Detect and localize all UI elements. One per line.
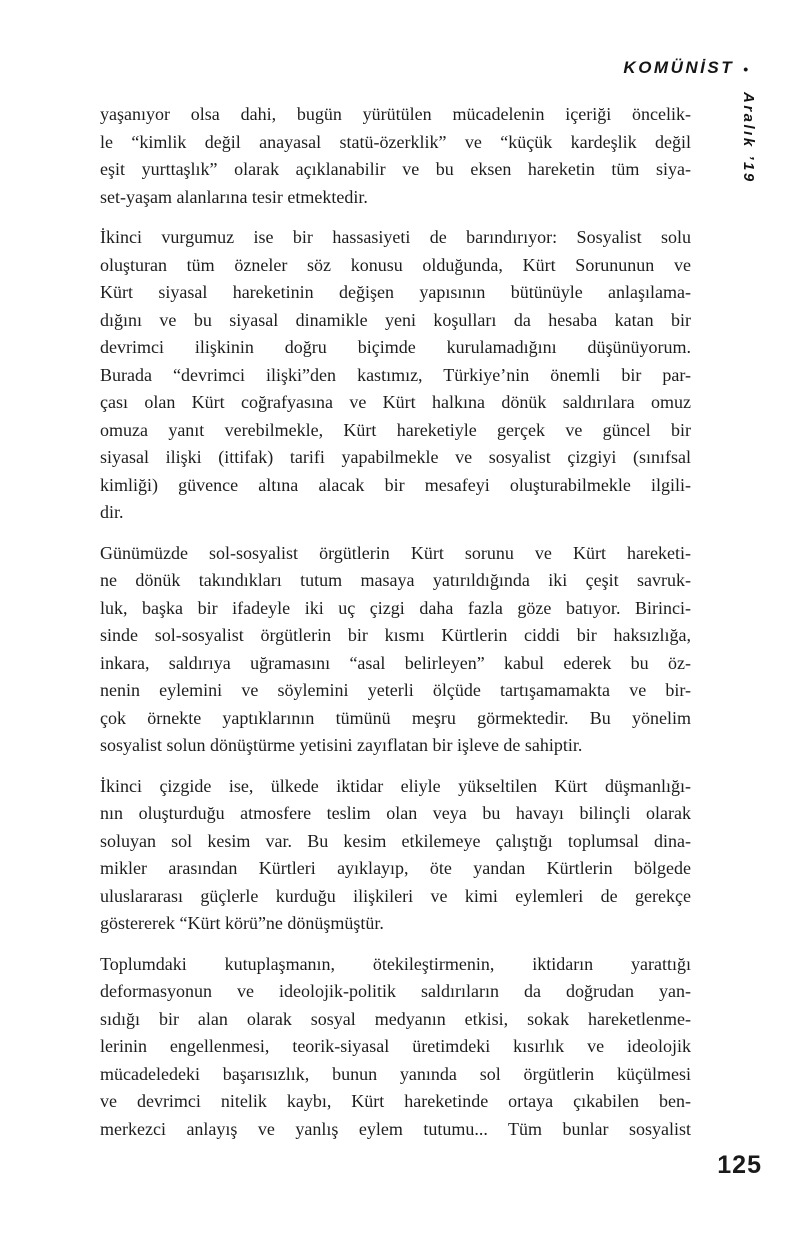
text-line: set-yaşam alanlarına tesir etmektedir. — [100, 186, 368, 207]
text-line: nenin eylemini ve söylemini yeterli ölçüde tartışamamakta ve bir- — [100, 680, 691, 700]
issue-date-vertical: Aralık ’19 — [740, 92, 757, 184]
text-line: dir. — [100, 502, 124, 522]
article-body — [100, 101, 691, 1156]
text-line: sinde sol-sosyalist örgütlerin bir kısmı Kürtlerin ciddi bir haksızlığa, — [100, 625, 691, 645]
paragraph — [100, 101, 691, 211]
text-line: göstererek “Kürt körü”ne dönüşmüştür. — [100, 913, 384, 933]
text-line: yaşanıyor olsa dahi, bugün yürütülen mücadelenin içeriği öncelik- — [100, 104, 691, 124]
text-line: ne dönük takındıkları tutum masaya yatırıldığında iki çeşit savruk- — [100, 570, 691, 590]
text-line: siyasal ilişki (ittifak) tarifi yapabilmekle ve sosyalist çizgiyi (sınıfsal — [100, 447, 691, 467]
text-line: mikler arasından Kürtleri ayıklayıp, öte yandan Kürtlerin bölgede — [100, 858, 691, 878]
text-line: lerinin engellenmesi, teorik-siyasal üretimdeki kısırlık ve ideolojik — [100, 1036, 691, 1056]
text-line: sıdığı bir alan olarak sosyal medyanın etkisi, sokak hareketlenme- — [100, 1008, 691, 1029]
text-line: çası olan Kürt coğrafyasına ve Kürt halkına dönük saldırılara omuz — [100, 392, 691, 412]
text-line: Burada “devrimci ilişki”den kastımız, Türkiye’nin önemli bir par- — [100, 364, 691, 385]
text-line: oluşturan tüm özneler söz konusu olduğunda, Kürt Sorununun ve — [100, 254, 691, 275]
magazine-title: KOMÜNİST — [623, 58, 735, 77]
text-line: Kürt siyasal hareketinin değişen yapısının bütünüyle anlaşılama- — [100, 282, 691, 302]
text-line: dığını ve bu siyasal dinamikle yeni koşulları da hesaba katan bir — [100, 309, 691, 330]
text-line: İkinci çizgide ise, ülkede iktidar eliyle yükseltilen Kürt düşmanlığı- — [100, 775, 691, 796]
text-line: devrimci ilişkinin doğru biçimde kurulamadığını düşünüyorum. — [100, 337, 691, 357]
paragraph — [100, 951, 691, 1144]
text-line: eşit yurttaşlık” olarak açıklanabilir ve bu eksen hareketin tüm siya- — [100, 159, 691, 179]
paragraph — [100, 540, 691, 760]
page-number: 125 — [717, 1151, 762, 1179]
text-line: sosyalist solun dönüştürme yetisini zayıflatan bir işleve de sahiptir. — [100, 735, 583, 755]
text-line: ve devrimci nitelik kaybı, Kürt hareketinde ortaya çıkabilen ben- — [100, 1091, 691, 1111]
text-line: çok örnekte yaptıklarının tümünü meşru görmektedir. Bu yönelim — [100, 707, 691, 728]
paragraph — [100, 773, 691, 938]
paragraph — [100, 224, 691, 527]
text-line: le “kimlik değil anayasal statü-özerklik” ve “küçük kardeşlik değil — [100, 131, 691, 152]
text-line: inkara, saldırıya uğramasını “asal belirleyen” kabul ederek bu öz- — [100, 652, 691, 673]
text-line: deformasyonun ve ideolojik-politik saldırıların da doğrudan yan- — [100, 981, 691, 1001]
text-line: omuza yanıt verebilmekle, Kürt hareketiyle gerçek ve güncel bir — [100, 419, 691, 440]
text-line: uluslararası güçlerle kurduğu ilişkileri ve kimi eylemleri de gerekçe — [100, 885, 691, 906]
text-line: luk, başka bir ifadeyle iki uç çizgi daha fazla göze batıyor. Birinci- — [100, 597, 691, 618]
running-head — [623, 58, 748, 78]
text-line: Günümüzde sol-sosyalist örgütlerin Kürt sorunu ve Kürt hareketi- — [100, 542, 691, 563]
text-line: Toplumdaki kutuplaşmanın, ötekileştirmenin, iktidarın yarattığı — [100, 953, 691, 974]
text-line: nın oluşturduğu atmosfere teslim olan veya bu havayı bilinçli olarak — [100, 803, 691, 823]
text-line: merkezci anlayış ve yanlış eylem tutumu... Tüm bunlar sosyalist — [100, 1118, 691, 1139]
text-line: İkinci vurgumuz ise bir hassasiyeti de barındırıyor: Sosyalist solu — [100, 227, 691, 247]
text-line: mücadeledeki başarısızlık, bunun yanında sol örgütlerin küçülmesi — [100, 1063, 691, 1084]
bullet-icon: • — [743, 61, 748, 77]
text-line: kimliği) güvence altına alacak bir mesafeyi oluşturabilmekle ilgili- — [100, 474, 691, 495]
text-line: soluyan sol kesim var. Bu kesim etkilemeye çalıştığı toplumsal dina- — [100, 830, 691, 851]
